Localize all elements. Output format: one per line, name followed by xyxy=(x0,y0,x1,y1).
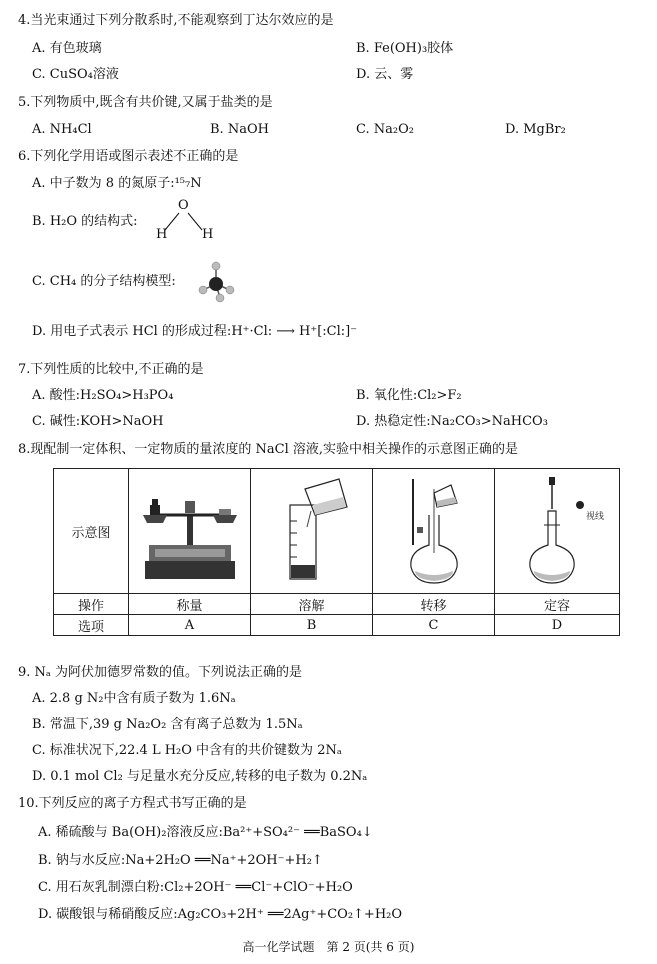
q5-option-c: C. Na₂O₂ xyxy=(356,122,414,137)
ch4-model-icon xyxy=(198,260,238,304)
volumetric-flask-transfer-icon xyxy=(379,475,489,587)
constant-volume-diagram xyxy=(495,469,620,594)
q7-option-c: C. 碱性:KOH>NaOH xyxy=(32,414,164,429)
q4-stem: 4.当光束通过下列分散系时,不能观察到丁达尔效应的是 xyxy=(18,13,334,28)
h2o-structure xyxy=(150,198,220,244)
row-label-option: 选项 xyxy=(54,615,129,636)
experiment-table xyxy=(53,468,620,636)
q6-option-c: C. CH₄ 的分子结构模型: xyxy=(32,274,176,289)
option-b-cell: B xyxy=(251,615,373,636)
q5-option-a: A. NH₄Cl xyxy=(32,122,92,137)
q9-option-c: C. 标准状况下,22.4 L H₂O 中含有的共价键数为 2Nₐ xyxy=(32,743,342,758)
q10-option-a: A. 稀硫酸与 Ba(OH)₂溶液反应:Ba²⁺+SO₄²⁻ ══BaSO₄↓ xyxy=(38,825,373,840)
q7-stem: 7.下列性质的比较中,不正确的是 xyxy=(18,362,204,377)
op-dissolving: 溶解 xyxy=(251,594,373,615)
dropper-flask-icon xyxy=(500,475,615,587)
q10-option-d: D. 碳酸银与稀硝酸反应:Ag₂CO₃+2H⁺ ══2Ag⁺+CO₂↑+H₂O xyxy=(38,907,403,922)
q8-stem: 8.现配制一定体积、一定物质的量浓度的 NaCl 溶液,实验中相关操作的示意图正确的是 xyxy=(18,442,519,457)
q6-option-a: A. 中子数为 8 的氮原子:¹⁵₇N xyxy=(32,176,202,191)
balance-icon xyxy=(135,475,245,587)
h2o-o-atom: O xyxy=(178,198,189,213)
sight-line-label: 视线 xyxy=(585,512,604,522)
q10-stem: 10.下列反应的离子方程式书写正确的是 xyxy=(18,796,247,811)
q7-option-d: D. 热稳定性:Na₂CO₃>NaHCO₃ xyxy=(356,414,548,429)
h2o-h-atom-2: H xyxy=(202,227,214,242)
option-d-cell: D xyxy=(495,615,620,636)
dissolving-diagram xyxy=(251,469,373,594)
op-transfer: 转移 xyxy=(373,594,495,615)
row-label-operation: 操作 xyxy=(54,594,129,615)
op-weighing: 称量 xyxy=(129,594,251,615)
q4-option-c: C. CuSO₄溶液 xyxy=(32,67,119,82)
balance-diagram xyxy=(129,469,251,594)
q9-stem: 9. Nₐ 为阿伏加德罗常数的值。下列说法正确的是 xyxy=(18,665,303,680)
q6-option-d-prefix: D. 用电子式表示 HCl 的形成过程: xyxy=(32,324,232,339)
q9-option-a: A. 2.8 g N₂中含有质子数为 1.6Nₐ xyxy=(32,691,236,706)
page-footer: 高一化学试题 第 2 页(共 6 页) xyxy=(242,940,415,954)
hcl-electron-formula: H⁺·Cl: ⟶ H⁺[:Cl:]⁻ xyxy=(231,324,358,339)
q6-option-d xyxy=(32,323,357,340)
q4-option-a: A. 有色玻璃 xyxy=(32,41,102,56)
q6-stem: 6.下列化学用语或图示表述不正确的是 xyxy=(18,149,239,164)
q9-option-d: D. 0.1 mol Cl₂ 与足量水充分反应,转移的电子数为 0.2Nₐ xyxy=(32,769,368,784)
q5-option-d: D. MgBr₂ xyxy=(505,122,566,137)
option-c-cell: C xyxy=(373,615,495,636)
q4-option-d: D. 云、雾 xyxy=(356,67,414,82)
q4-option-b: B. Fe(OH)₃胶体 xyxy=(356,41,454,56)
q5-stem: 5.下列物质中,既含有共价键,又属于盐类的是 xyxy=(18,95,273,110)
q7-option-b: B. 氧化性:Cl₂>F₂ xyxy=(356,388,462,403)
op-constant-volume: 定容 xyxy=(495,594,620,615)
q10-option-b: B. 钠与水反应:Na+2H₂O ══Na⁺+2OH⁻+H₂↑ xyxy=(38,853,323,868)
q6-option-b: B. H₂O 的结构式: xyxy=(32,214,138,229)
transfer-diagram xyxy=(373,469,495,594)
option-a-cell: A xyxy=(129,615,251,636)
q7-option-a: A. 酸性:H₂SO₄>H₃PO₄ xyxy=(32,388,174,403)
q5-option-b: B. NaOH xyxy=(210,122,269,137)
q10-option-c: C. 用石灰乳制漂白粉:Cl₂+2OH⁻ ══Cl⁻+ClO⁻+H₂O xyxy=(38,880,353,895)
q9-option-b: B. 常温下,39 g Na₂O₂ 含有离子总数为 1.5Nₐ xyxy=(32,717,303,732)
row-label-diagram: 示意图 xyxy=(54,469,129,594)
beaker-pour-icon xyxy=(257,475,367,587)
h2o-h-atom-1: H xyxy=(156,227,168,242)
